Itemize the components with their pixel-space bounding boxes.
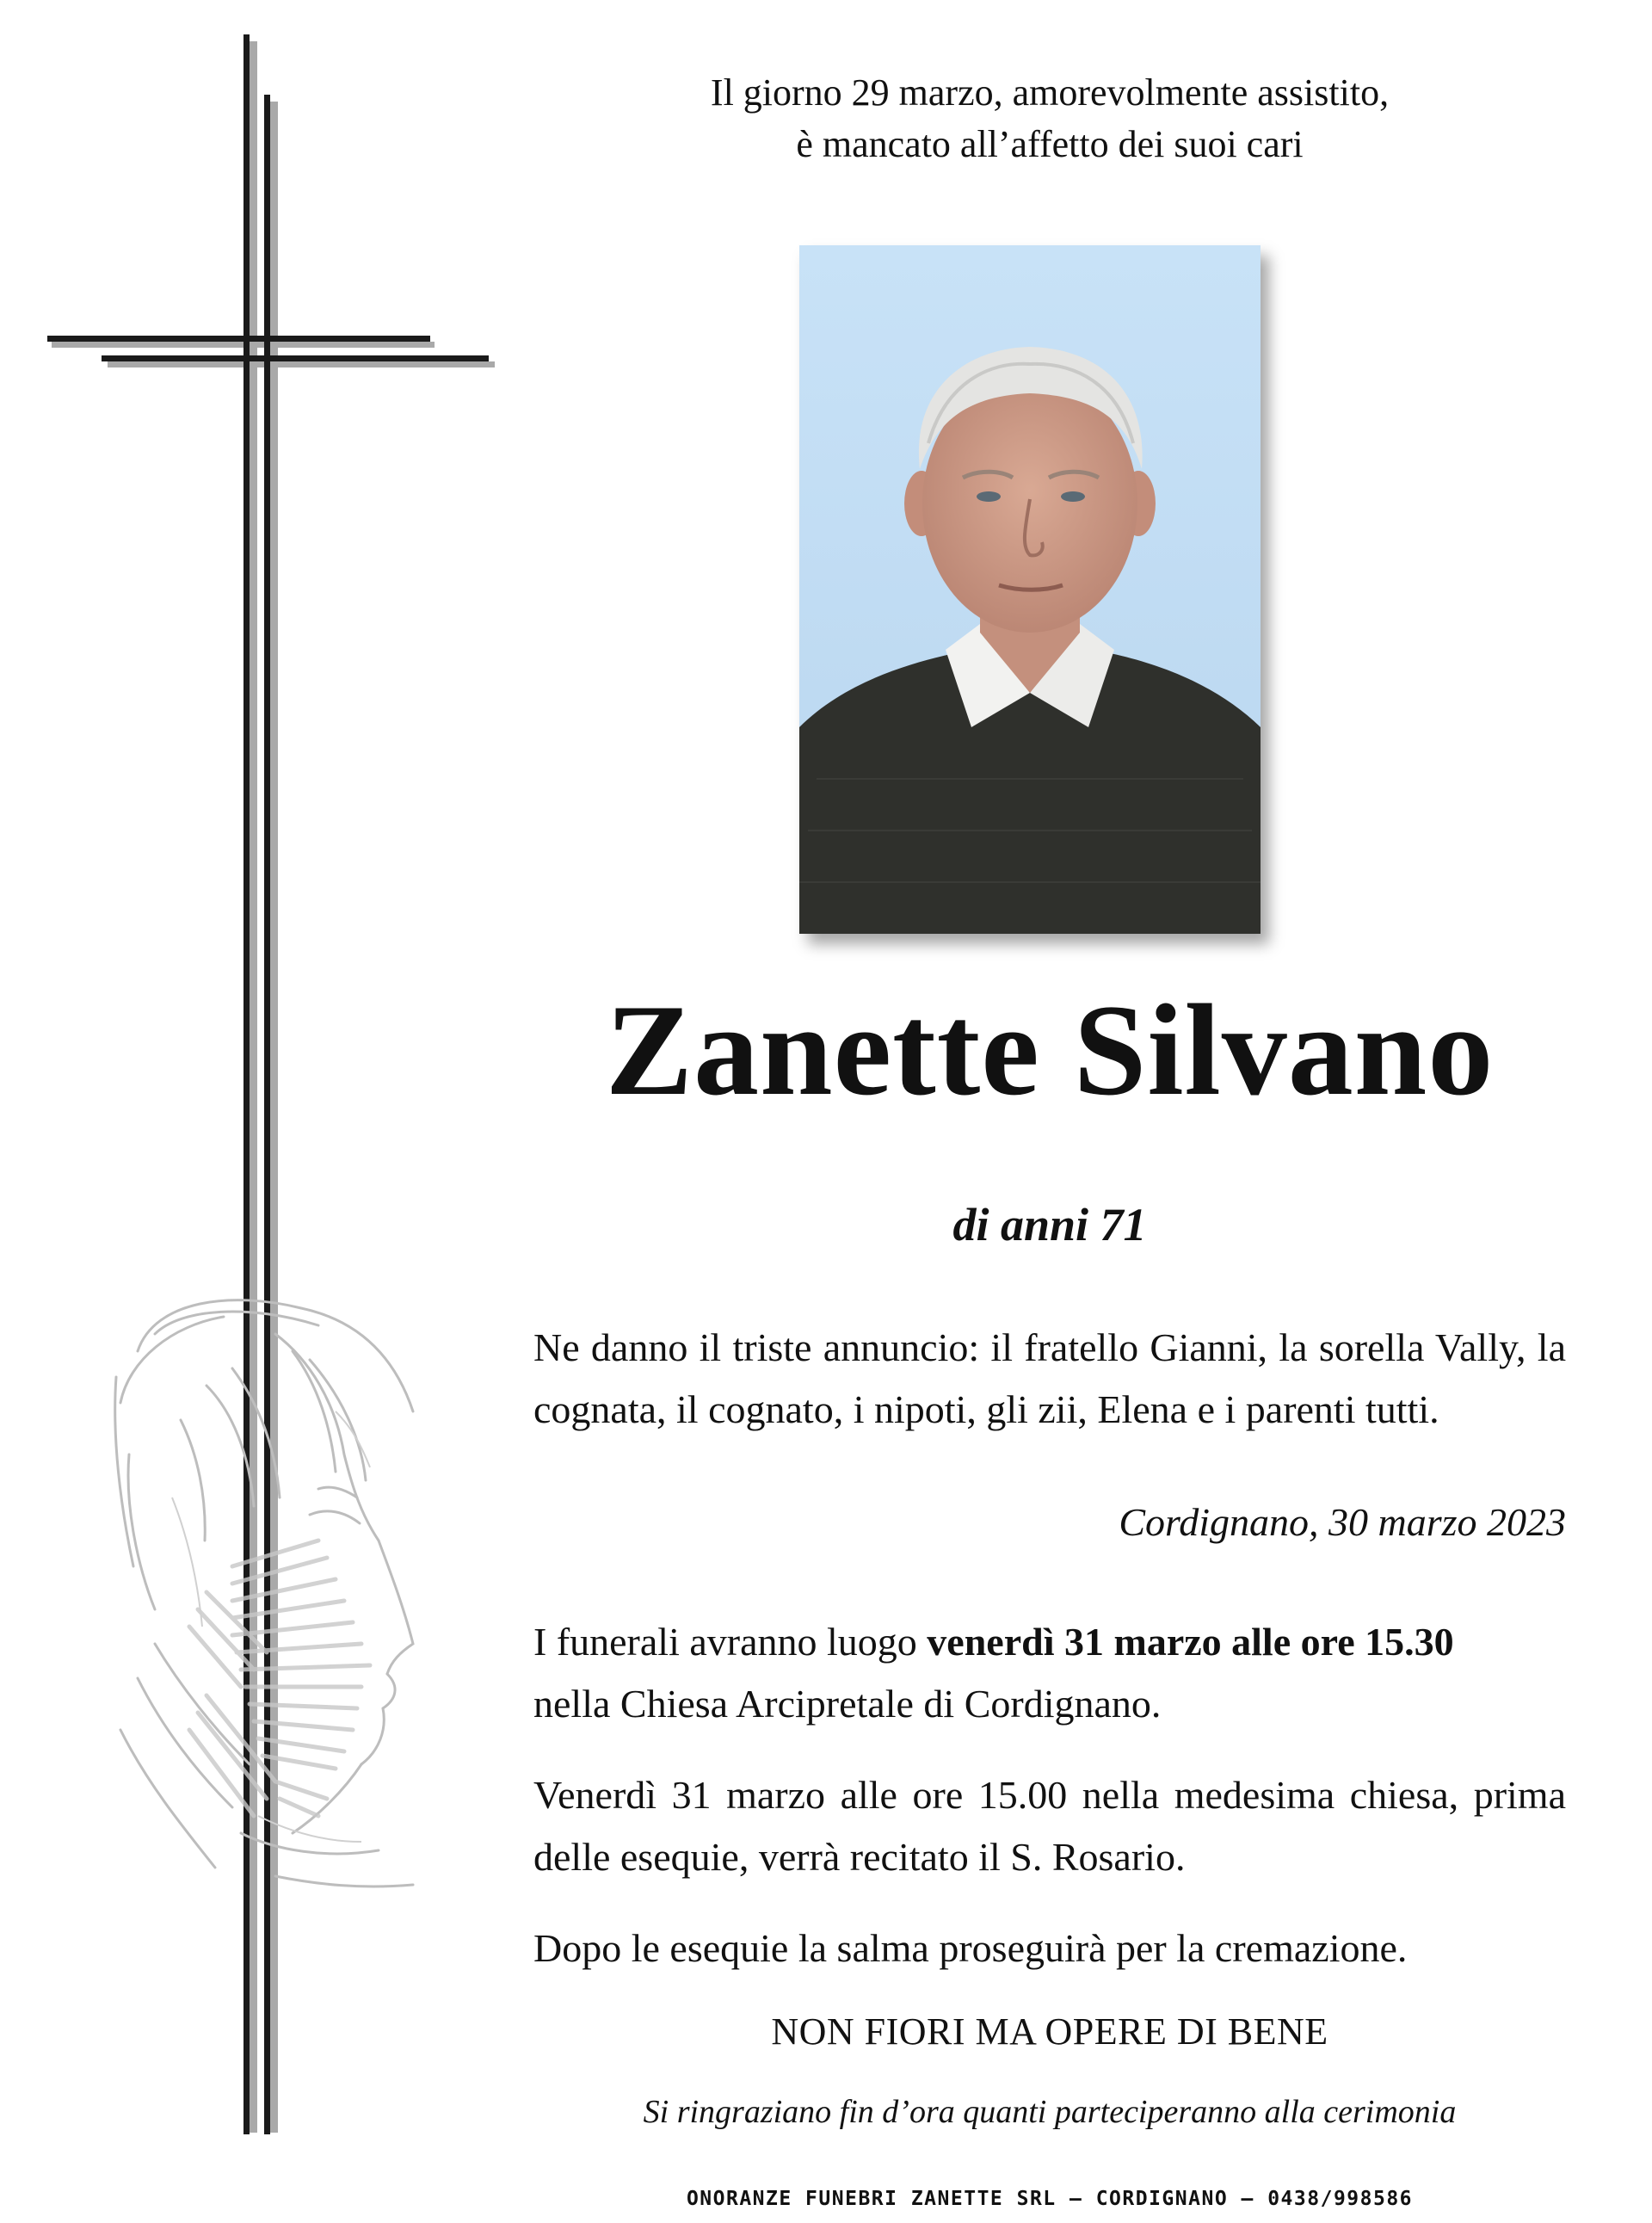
intro-line-2: è mancato all’affetto dei suoi cari bbox=[796, 123, 1304, 165]
funeral-prefix: I funerali avranno luogo bbox=[533, 1620, 928, 1664]
christ-face-sketch bbox=[103, 1282, 490, 1902]
portrait-photo bbox=[799, 245, 1261, 934]
funeral-location: nella Chiesa Arcipretale di Cordignano. bbox=[533, 1682, 1162, 1726]
rosary-info: Venerdì 31 marzo alle ore 15.00 nella medesima chiesa, prima delle esequie, verrà recitato il S. Rosario. bbox=[533, 1773, 1566, 1879]
announcement-text: Ne danno il triste annuncio: il fratello Gianni, la sorella Vally, la cognata, il cognato, i nipoti, gli zii, Elena e i parenti tutti. bbox=[533, 1325, 1566, 1431]
funeral-info bbox=[533, 1611, 1566, 1735]
deceased-age: di anni 71 bbox=[952, 1199, 1147, 1250]
place-date: Cordignano, 30 marzo 2023 bbox=[1119, 1500, 1566, 1544]
funeral-home-footer: ONORANZE FUNEBRI ZANETTE SRL – CORDIGNANO – 0438/998586 bbox=[686, 2188, 1414, 2210]
intro-line-1: Il giorno 29 marzo, amorevolmente assistito, bbox=[710, 71, 1390, 114]
deceased-name: Zanette Silvano bbox=[605, 978, 1495, 1122]
intro-text bbox=[602, 67, 1497, 170]
thanks-note: Si ringraziano fin d’ora quanti parteciperanno alla cerimonia bbox=[643, 2094, 1457, 2130]
cross-horizontal-bar-2 bbox=[102, 355, 489, 361]
funeral-datetime: venerdì 31 marzo alle ore 15.30 bbox=[927, 1620, 1454, 1664]
portrait-image bbox=[799, 245, 1261, 934]
cremation-info: Dopo le esequie la salma proseguirà per la cremazione. bbox=[533, 1926, 1408, 1970]
cross-horizontal-bar-1 bbox=[47, 336, 430, 342]
no-flowers-notice: NON FIORI MA OPERE DI BENE bbox=[771, 2010, 1328, 2053]
